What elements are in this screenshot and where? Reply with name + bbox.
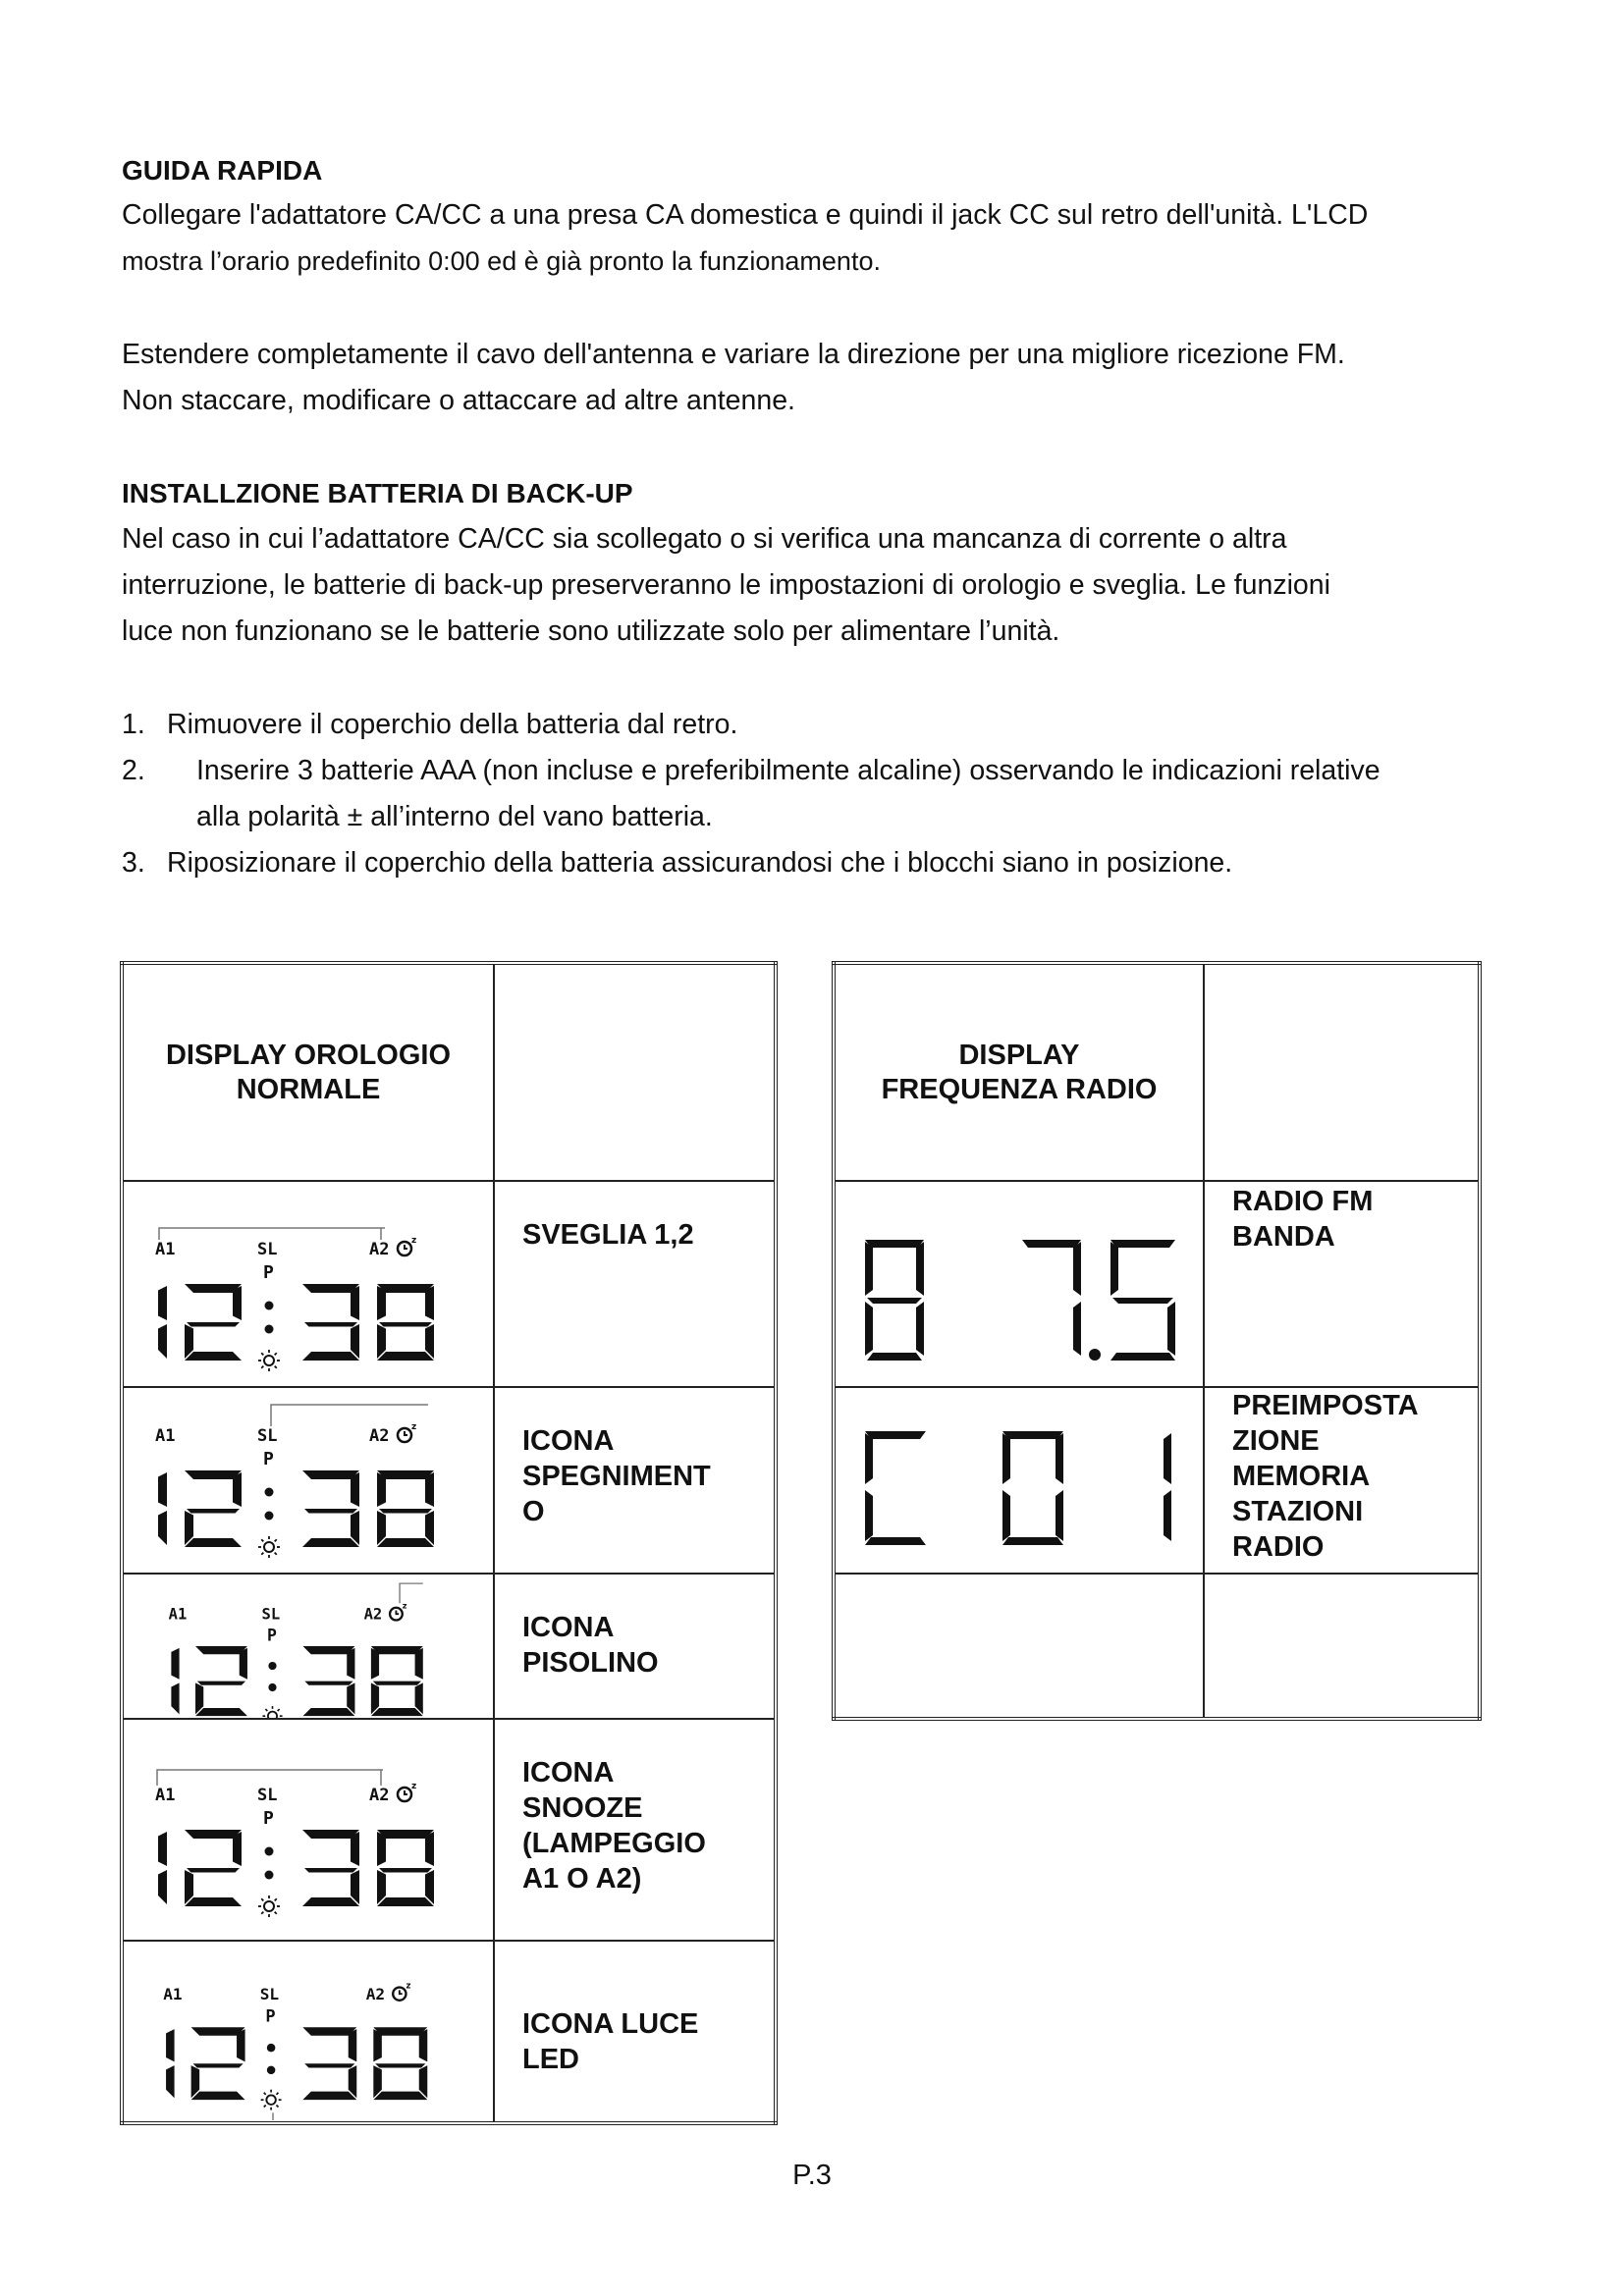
- lcd-clock-icon: [124, 1944, 493, 2120]
- label-cell: [494, 1941, 776, 2123]
- svg-text:z: z: [411, 1236, 417, 1246]
- svg-text:A2: A2: [369, 1240, 390, 1259]
- svg-text:z: z: [406, 1980, 411, 1991]
- lcd-decimal-point: [1089, 1349, 1101, 1361]
- lcd-digit-8: [865, 1240, 924, 1361]
- svg-text:A2: A2: [369, 1786, 390, 1805]
- step-item: [122, 748, 1536, 840]
- step-number: 2.: [122, 755, 145, 786]
- row-label: ICONA LUCE LED: [522, 2008, 699, 2075]
- label-cell: [494, 1719, 776, 1941]
- step-number: 3.: [122, 847, 145, 879]
- step-text: Riposizionare il coperchio della batteria assicurandosi che i blocchi siano in posizione.: [167, 847, 1233, 879]
- svg-text:A2: A2: [369, 1426, 390, 1446]
- row-label: RADIO FM BANDA: [1232, 1186, 1374, 1253]
- label-cell: [1204, 1181, 1480, 1387]
- step-text: Rimuovere il coperchio della batteria dal retro.: [167, 709, 738, 740]
- label-cell: [494, 1574, 776, 1719]
- radio-display-table: [832, 961, 1482, 1721]
- lcd-cell: [122, 1181, 494, 1387]
- step-number: 1.: [122, 709, 145, 740]
- svg-text:P: P: [263, 1449, 274, 1469]
- battery-steps-list: [122, 702, 1536, 886]
- page-number: P.3: [792, 2160, 832, 2191]
- section-title-guida-rapida: GUIDA RAPIDA: [122, 155, 323, 186]
- text-line: Collegare l'adattatore CA/CC a una presa CA domestica e quindi il jack CC sul retro dell'unità. L'LCD: [122, 199, 1369, 231]
- label-cell: [1204, 1387, 1480, 1574]
- section-title-battery: INSTALLZIONE BATTERIA DI BACK-UP: [122, 478, 633, 508]
- svg-text:SL: SL: [259, 1984, 280, 2003]
- svg-text:A1: A1: [155, 1786, 176, 1805]
- step-item: [122, 840, 1536, 886]
- lcd-letter-c: [865, 1431, 926, 1545]
- svg-text:A1: A1: [155, 1426, 176, 1446]
- row-label: ICONA SPEGNIMENT O: [522, 1425, 711, 1527]
- lcd-cell: [834, 1181, 1204, 1387]
- radio-table-header: DISPLAY FREQUENZA RADIO: [834, 963, 1204, 1181]
- svg-text:P: P: [267, 1626, 277, 1645]
- svg-text:z: z: [402, 1600, 407, 1611]
- svg-text:P: P: [265, 2006, 276, 2027]
- clock-display-table: [120, 961, 778, 2125]
- text-line: Nel caso in cui l’adattatore CA/CC sia scollegato o si verifica una mancanza di corrente o altra: [122, 523, 1287, 555]
- lcd-clock-icon: [124, 1575, 493, 1718]
- text-line: luce non funzionano se le batterie sono utilizzate solo per alimentare l’unità.: [122, 615, 1060, 647]
- step-text-continued: alla polarità ± all’interno del vano batteria.: [196, 801, 713, 832]
- lcd-digit-0: [1002, 1431, 1063, 1545]
- lcd-digit-5: [1110, 1240, 1175, 1361]
- svg-text:SL: SL: [261, 1605, 281, 1624]
- lcd-cell: [122, 1719, 494, 1941]
- svg-text:A2: A2: [363, 1605, 383, 1624]
- svg-text:SL: SL: [257, 1240, 278, 1259]
- step-text: Inserire 3 batterie AAA (non incluse e preferibilmente alcaline) osservando le indicazioni relative: [196, 755, 1380, 786]
- lcd-cell: [834, 1387, 1204, 1574]
- empty-cell: [1204, 963, 1480, 1181]
- empty-cell: [1204, 1574, 1480, 1719]
- lcd-cell: [122, 1387, 494, 1574]
- svg-text:SL: SL: [257, 1426, 278, 1446]
- lcd-preset-icon: [836, 1392, 1203, 1569]
- svg-text:A2: A2: [365, 1984, 386, 2003]
- svg-text:A1: A1: [168, 1605, 188, 1624]
- svg-text:z: z: [411, 1782, 417, 1791]
- svg-text:P: P: [263, 1262, 274, 1283]
- paragraph-antenna: [122, 332, 1345, 424]
- svg-text:z: z: [411, 1422, 417, 1432]
- row-label: PREIMPOSTA ZIONE MEMORIA STAZIONI RADIO: [1232, 1390, 1419, 1563]
- lcd-clock-icon: [124, 1732, 493, 1928]
- text-line: interruzione, le batterie di back-up preserveranno le impostazioni di orologio e sveglia. Le funzioni: [122, 569, 1330, 601]
- empty-cell: [834, 1574, 1204, 1719]
- paragraph-adapter: [122, 192, 1368, 285]
- row-label: ICONA SNOOZE (LAMPEGGIO A1 O A2): [522, 1757, 706, 1895]
- label-cell: [494, 1387, 776, 1574]
- svg-text:SL: SL: [257, 1786, 278, 1805]
- lcd-cell: [122, 1941, 494, 2123]
- text-line: mostra l’orario predefinito 0:00 ed è già pronto la funzionamento.: [122, 246, 881, 276]
- lcd-clock-icon: [124, 1186, 493, 1382]
- paragraph-battery: [122, 516, 1330, 655]
- lcd-clock-icon: [124, 1392, 493, 1569]
- step-item: [122, 702, 1536, 748]
- label-cell: [494, 1181, 776, 1387]
- svg-text:A1: A1: [155, 1240, 176, 1259]
- text-line: Non staccare, modificare o attaccare ad altre antenne.: [122, 385, 795, 416]
- lcd-frequency-icon: [836, 1186, 1203, 1382]
- svg-text:A1: A1: [163, 1984, 183, 2003]
- empty-cell: [494, 963, 776, 1181]
- row-label: ICONA PISOLINO: [522, 1612, 659, 1679]
- svg-text:P: P: [263, 1808, 274, 1829]
- lcd-cell: [122, 1574, 494, 1719]
- text-line: Estendere completamente il cavo dell'antenna e variare la direzione per una migliore ricezione FM.: [122, 339, 1345, 370]
- clock-table-header: DISPLAY OROLOGIO NORMALE: [122, 963, 494, 1181]
- row-label: SVEGLIA 1,2: [522, 1219, 694, 1251]
- lcd-digit-7: [1022, 1240, 1081, 1356]
- lcd-digit-1: [1164, 1433, 1171, 1541]
